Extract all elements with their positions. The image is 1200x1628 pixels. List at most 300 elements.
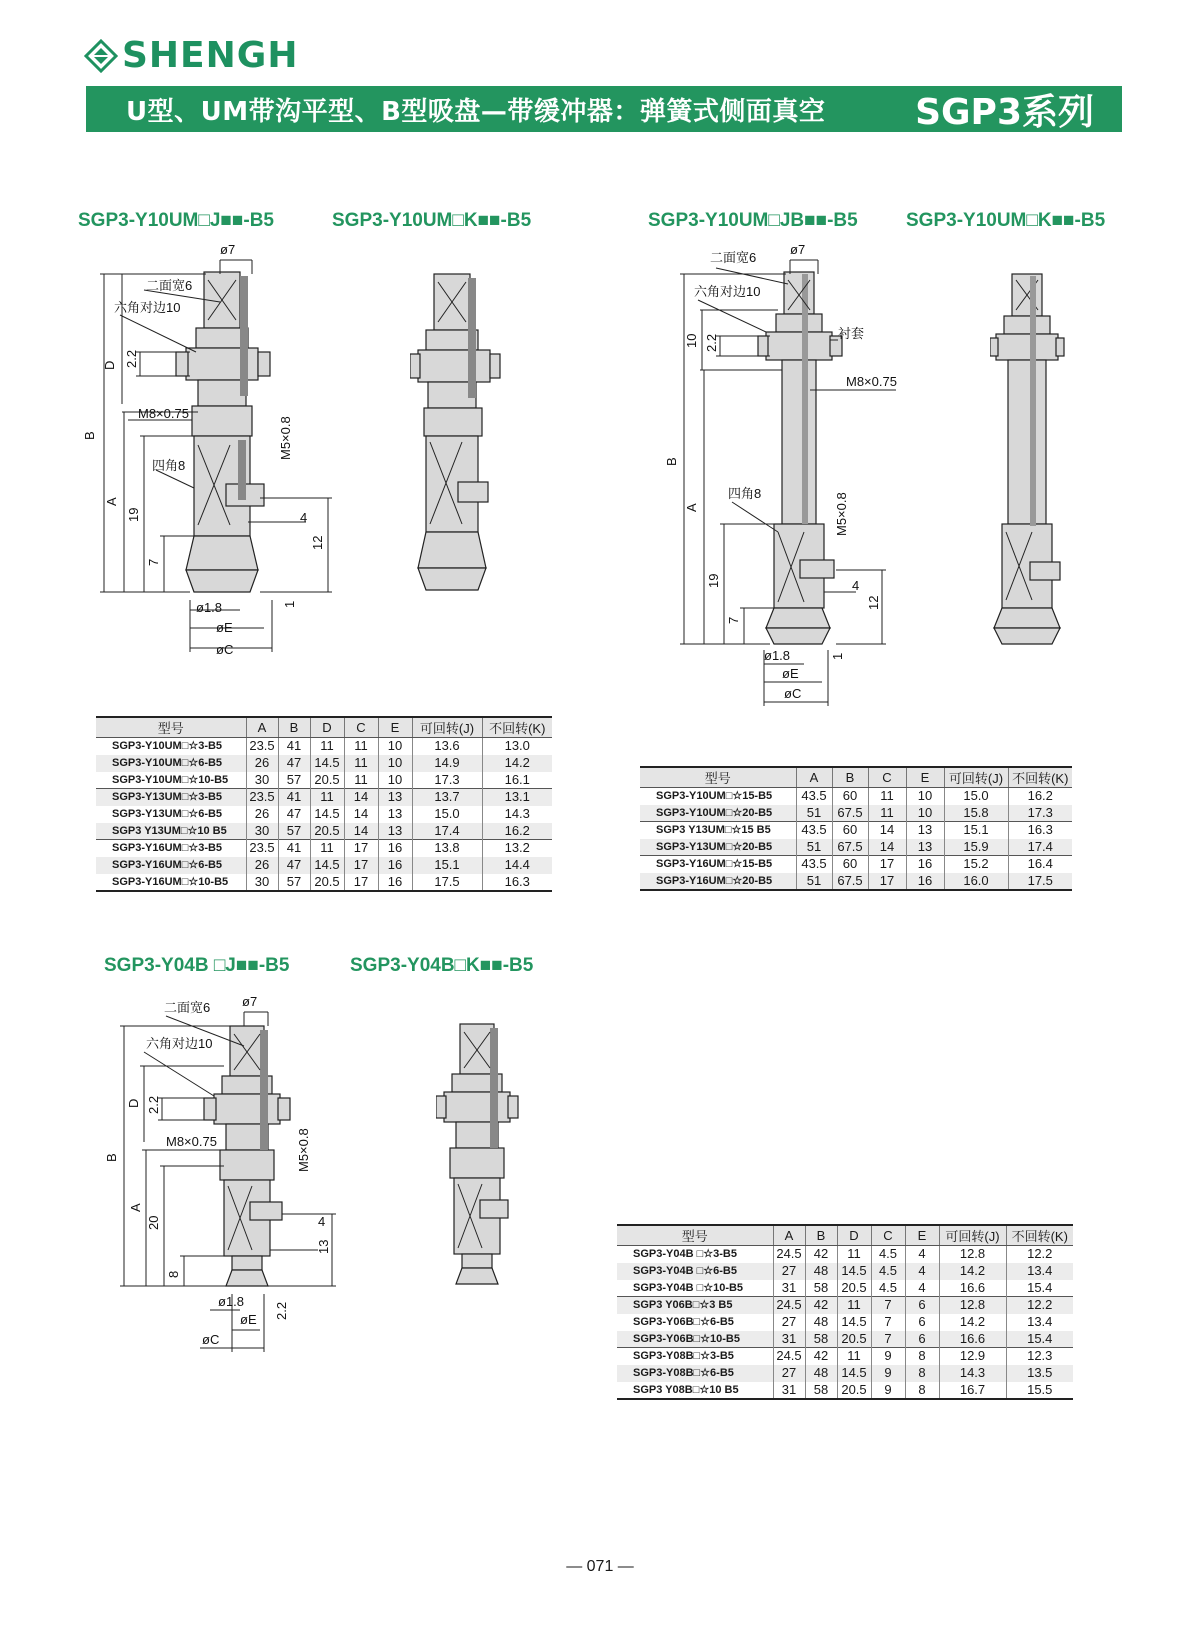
col-a: A (246, 717, 278, 738)
dim-dia-e: øE (240, 1312, 257, 1327)
table-cell: 17 (344, 840, 378, 857)
table-cell: 12.8 (939, 1246, 1006, 1263)
dim-2-2: 2.2 (146, 1095, 161, 1114)
table-cell: 11 (310, 789, 344, 806)
table-cell: 17.5 (412, 874, 482, 891)
dim-7: 7 (146, 558, 161, 566)
spec-table-y04b (617, 1224, 1073, 1400)
table-cell: 42 (805, 1246, 837, 1263)
table-cell: 23.5 (246, 738, 278, 755)
table-cell: 14.2 (482, 755, 552, 772)
table-cell: 16 (378, 840, 412, 857)
table-row (96, 772, 552, 789)
table-cell: 15.1 (944, 822, 1008, 839)
table-cell: 42 (805, 1348, 837, 1365)
col-c: C (871, 1225, 905, 1246)
table-row (96, 840, 552, 857)
cell-model: SGP3-Y06B□☆6-B5 (633, 1316, 734, 1328)
table-cell: 47 (278, 857, 310, 874)
table-cell: 16.6 (939, 1280, 1006, 1297)
series-name: SGP3系列 (915, 91, 1094, 133)
label-flats: 二面宽6 (710, 250, 757, 265)
table-cell: 13.4 (1006, 1314, 1073, 1331)
table-cell: 31 (773, 1280, 805, 1297)
table-row (96, 874, 552, 891)
table-cell: 43.5 (796, 856, 832, 873)
dim-dia7: ø7 (790, 242, 806, 257)
table-cell: 6 (905, 1331, 939, 1348)
table-cell: 14.5 (837, 1314, 871, 1331)
col-b: B (832, 767, 868, 788)
dim-dia7: ø7 (220, 242, 236, 257)
table-cell: 14.2 (939, 1263, 1006, 1280)
table-cell: 13 (378, 823, 412, 840)
table-cell: 16 (378, 857, 412, 874)
label-flats: 二面宽6 (146, 278, 193, 293)
table-cell: 13 (906, 839, 944, 856)
table-cell: 4 (905, 1263, 939, 1280)
table-cell: 12.2 (1006, 1297, 1073, 1314)
cell-model: SGP3 Y13UM□☆10 B5 (96, 823, 246, 840)
table-cell: 47 (278, 755, 310, 772)
table-cell: 4.5 (871, 1280, 905, 1297)
table-cell: 23.5 (246, 840, 278, 857)
table-cell: 13.6 (412, 738, 482, 755)
table-cell: 13.2 (482, 840, 552, 857)
table-cell: 15.2 (944, 856, 1008, 873)
banner-title: U型、UM带沟平型、B型吸盘—带缓冲器：弹簧式侧面真空 (126, 96, 826, 127)
table-cell: 48 (805, 1263, 837, 1280)
table-cell: 12.9 (939, 1348, 1006, 1365)
label-square: 四角8 (152, 458, 186, 473)
table-cell: 60 (832, 856, 868, 873)
table-cell: 16.3 (482, 874, 552, 891)
table1-body (96, 738, 552, 891)
table-row (617, 1382, 1073, 1399)
dim-12: 12 (310, 535, 325, 550)
table-row (617, 1263, 1073, 1280)
label-bushing: 衬套 (838, 326, 865, 341)
table-cell: 13.4 (1006, 1263, 1073, 1280)
col-e: E (378, 717, 412, 738)
spec-table-y10um-short (96, 716, 552, 892)
cell-model: SGP3-Y13UM□☆20-B5 (640, 839, 796, 856)
dim-dia-c: øC (216, 642, 234, 657)
table-cell: 17 (868, 856, 906, 873)
table-row (617, 1314, 1073, 1331)
col-b: B (278, 717, 310, 738)
table-cell: 11 (310, 840, 344, 857)
table-cell: 10 (906, 805, 944, 822)
table-cell: 24.5 (773, 1246, 805, 1263)
table-row (640, 856, 1072, 873)
col-model: 型号 (640, 767, 796, 788)
dim-d: D (126, 1098, 141, 1108)
table-cell: 4.5 (871, 1246, 905, 1263)
cell-model: SGP3-Y10UM□☆20-B5 (640, 805, 796, 822)
cell-model: SGP3-Y16UM□☆3-B5 (96, 840, 246, 857)
section2-title-k: SGP3-Y10UM□K■■-B5 (906, 210, 1106, 231)
table-cell: 14.5 (310, 755, 344, 772)
table-cell: 27 (773, 1263, 805, 1280)
table-cell: 17.4 (1008, 839, 1072, 856)
title-banner (86, 86, 1122, 132)
col-b: B (805, 1225, 837, 1246)
table-cell: 17 (868, 873, 906, 890)
cell-model: SGP3-Y04B □☆3-B5 (633, 1248, 737, 1261)
table-cell: 13 (378, 789, 412, 806)
table-cell: 23.5 (246, 789, 278, 806)
table-cell: 15.0 (944, 788, 1008, 805)
table-cell: 14 (868, 839, 906, 856)
table-cell: 14.2 (939, 1314, 1006, 1331)
table-row (96, 789, 552, 806)
table-cell: 43.5 (796, 788, 832, 805)
table-cell: 13 (378, 806, 412, 823)
table-header-row (96, 717, 552, 738)
table-row (96, 857, 552, 874)
table-row (617, 1348, 1073, 1365)
cell-model: SGP3-Y16UM□☆15-B5 (640, 856, 796, 873)
table-cell: 30 (246, 823, 278, 840)
label-hex: 六角对边10 (114, 300, 181, 315)
table-cell: 26 (246, 755, 278, 772)
drawing-y10um-k (410, 270, 520, 610)
table-cell: 57 (278, 874, 310, 891)
cell-model: SGP3-Y08B□☆3-B5 (617, 1348, 773, 1365)
table-row (640, 822, 1072, 839)
col-e: E (905, 1225, 939, 1246)
table-cell: 51 (796, 873, 832, 890)
dim-dia-e: øE (216, 620, 233, 635)
table-cell: 7 (871, 1314, 905, 1331)
table-cell: 11 (868, 805, 906, 822)
dim-dia-e: øE (782, 666, 799, 681)
table-cell: 15.0 (412, 806, 482, 823)
table-header-row (617, 1225, 1073, 1246)
col-a: A (796, 767, 832, 788)
label-hex: 六角对边10 (146, 1036, 213, 1051)
section2-title-j: SGP3-Y10UM□JB■■-B5 (648, 210, 858, 231)
col-model: 型号 (617, 1225, 773, 1246)
dim-b: B (664, 457, 679, 466)
table-row (617, 1365, 1073, 1382)
table-cell: 67.5 (832, 839, 868, 856)
table-cell: 41 (278, 738, 310, 755)
table-cell: 11 (310, 738, 344, 755)
table-cell: 60 (832, 822, 868, 839)
table-cell: 30 (246, 874, 278, 891)
table3-body (617, 1246, 1073, 1399)
table-cell: 20.5 (837, 1382, 871, 1399)
dim-4: 4 (318, 1214, 326, 1229)
table-cell: 10 (378, 755, 412, 772)
table-cell: 17.3 (1008, 805, 1072, 822)
section3-title-j: SGP3-Y04B □J■■-B5 (104, 955, 290, 976)
label-m8: M8×0.75 (166, 1134, 217, 1149)
col-a: A (773, 1225, 805, 1246)
table-cell: 9 (871, 1348, 905, 1365)
table-cell: 17 (344, 874, 378, 891)
cell-model: SGP3-Y10UM□☆3-B5 (112, 740, 223, 753)
table-row (640, 839, 1072, 856)
table-cell: 8 (905, 1348, 939, 1365)
table-cell: 51 (796, 839, 832, 856)
table-cell: 17.5 (1008, 873, 1072, 890)
table-cell: 17.3 (412, 772, 482, 789)
spec-table-y10um-long (640, 766, 1072, 891)
table-row (96, 738, 552, 755)
table-cell: 14.5 (310, 857, 344, 874)
table-cell: 16 (378, 874, 412, 891)
table-cell: 9 (871, 1382, 905, 1399)
table-cell: 16.2 (482, 823, 552, 840)
table-cell: 16.0 (944, 873, 1008, 890)
table-cell: 14.5 (310, 806, 344, 823)
table-cell: 48 (805, 1365, 837, 1382)
dim-2-2-lower: 2.2 (274, 1301, 289, 1320)
dim-dia7: ø7 (242, 994, 258, 1009)
label-flats: 二面宽6 (164, 1000, 211, 1015)
dim-dia1-8: ø1.8 (196, 600, 223, 615)
dim-dia-c: øC (202, 1332, 220, 1347)
table-cell: 10 (906, 788, 944, 805)
table-cell: 57 (278, 823, 310, 840)
table-cell: 27 (773, 1314, 805, 1331)
cell-model: SGP3-Y10UM□☆6-B5 (96, 755, 246, 772)
table-cell: 11 (837, 1348, 871, 1365)
table-cell: 11 (868, 788, 906, 805)
table-cell: 47 (278, 806, 310, 823)
table-cell: 12.3 (1006, 1348, 1073, 1365)
dim-13: 13 (316, 1239, 331, 1254)
page-number: — 071 — (566, 1558, 634, 1575)
drawing-y10um-j (80, 240, 350, 670)
table-cell: 7 (871, 1331, 905, 1348)
table-cell: 24.5 (773, 1348, 805, 1365)
dim-dia-c: øC (784, 686, 802, 701)
cell-model: SGP3-Y13UM□☆6-B5 (112, 808, 223, 820)
table-cell: 15.5 (1006, 1382, 1073, 1399)
table-cell: 58 (805, 1382, 837, 1399)
dim-a: A (104, 497, 119, 506)
table-row (617, 1246, 1073, 1263)
cell-model: SGP3 Y08B□☆10 B5 (617, 1382, 773, 1399)
table-cell: 41 (278, 840, 310, 857)
cell-model: SGP3-Y10UM□☆10-B5 (112, 773, 229, 786)
table-cell: 14.4 (482, 857, 552, 874)
dim-4: 4 (852, 578, 860, 593)
dim-8: 8 (166, 1270, 181, 1278)
brand-logo (84, 36, 298, 76)
drawing-y10um-k-long (990, 270, 1080, 650)
table-cell: 57 (278, 772, 310, 789)
table-cell: 30 (246, 772, 278, 789)
table-cell: 17 (344, 857, 378, 874)
cell-model: SGP3-Y04B □☆10-B5 (633, 1281, 744, 1294)
dim-1: 1 (830, 652, 845, 660)
table-cell: 14 (868, 822, 906, 839)
col-e: E (906, 767, 944, 788)
table-cell: 14 (344, 823, 378, 840)
table-cell: 16.1 (482, 772, 552, 789)
table-cell: 60 (832, 788, 868, 805)
table-row (96, 823, 552, 840)
table-cell: 42 (805, 1297, 837, 1314)
table-cell: 26 (246, 857, 278, 874)
dim-b: B (82, 431, 97, 440)
cell-model: SGP3-Y04B □☆6-B5 (617, 1263, 773, 1280)
table-row (96, 806, 552, 823)
table-cell: 11 (837, 1297, 871, 1314)
table-cell: 14 (344, 789, 378, 806)
col-non-rotatable: 不回转(K) (1008, 767, 1072, 788)
table-cell: 15.1 (412, 857, 482, 874)
table-cell: 9 (871, 1365, 905, 1382)
table-cell: 13.1 (482, 789, 552, 806)
dim-20: 20 (146, 1215, 161, 1230)
table-cell: 13 (906, 822, 944, 839)
table-cell: 14 (344, 806, 378, 823)
table-cell: 16.3 (1008, 822, 1072, 839)
section1-title-k: SGP3-Y10UM□K■■-B5 (332, 210, 532, 231)
cell-model: SGP3-Y16UM□☆6-B5 (96, 857, 246, 874)
label-m8: M8×0.75 (138, 406, 189, 421)
dim-19: 19 (126, 507, 141, 522)
dim-a: A (128, 1203, 143, 1212)
table-cell: 12.2 (1006, 1246, 1073, 1263)
dim-a: A (684, 503, 699, 512)
table-row (640, 805, 1072, 822)
table-cell: 13.5 (1006, 1365, 1073, 1382)
table-cell: 10 (378, 772, 412, 789)
table-row (640, 788, 1072, 805)
table-row (617, 1280, 1073, 1297)
label-m5: M5×0.8 (296, 1128, 311, 1172)
drawing-y04b-j (100, 990, 360, 1360)
table-cell: 20.5 (310, 772, 344, 789)
table-cell: 31 (773, 1331, 805, 1348)
dim-12: 12 (866, 595, 881, 610)
table-cell: 51 (796, 805, 832, 822)
cell-model: SGP3-Y16UM□☆20-B5 (640, 873, 796, 890)
dim-d: D (102, 360, 117, 370)
col-rotatable: 可回转(J) (412, 717, 482, 738)
table-cell: 20.5 (837, 1331, 871, 1348)
table-cell: 20.5 (837, 1280, 871, 1297)
table-cell: 13.8 (412, 840, 482, 857)
dim-dia1-8: ø1.8 (764, 648, 791, 663)
table-cell: 14.3 (939, 1365, 1006, 1382)
col-rotatable: 可回转(J) (944, 767, 1008, 788)
table-cell: 15.4 (1006, 1331, 1073, 1348)
cell-model: SGP3 Y13UM□☆15 B5 (640, 822, 796, 839)
col-c: C (344, 717, 378, 738)
col-non-rotatable: 不回转(K) (1006, 1225, 1073, 1246)
table-cell: 11 (837, 1246, 871, 1263)
table-cell: 26 (246, 806, 278, 823)
drawing-y04b-k (436, 1020, 526, 1300)
table-cell: 14.9 (412, 755, 482, 772)
table-cell: 67.5 (832, 873, 868, 890)
label-square: 四角8 (728, 486, 762, 501)
table-cell: 13.0 (482, 738, 552, 755)
table-cell: 11 (344, 772, 378, 789)
dim-4: 4 (300, 510, 308, 525)
table-cell: 14.3 (482, 806, 552, 823)
table-cell: 43.5 (796, 822, 832, 839)
table-cell: 16.4 (1008, 856, 1072, 873)
table-cell: 12.8 (939, 1297, 1006, 1314)
table-cell: 14.5 (837, 1263, 871, 1280)
table-header-row (640, 767, 1072, 788)
table-cell: 4.5 (871, 1263, 905, 1280)
col-non-rotatable: 不回转(K) (482, 717, 552, 738)
dim-dia1-8: ø1.8 (218, 1294, 245, 1309)
table-cell: 8 (905, 1365, 939, 1382)
dim-10: 10 (684, 333, 699, 348)
table-cell: 58 (805, 1280, 837, 1297)
col-c: C (868, 767, 906, 788)
label-m5: M5×0.8 (278, 416, 293, 460)
table-row (640, 873, 1072, 890)
dim-1: 1 (282, 600, 297, 608)
cell-model: SGP3 Y06B□☆3 B5 (617, 1297, 773, 1314)
table-cell: 4 (905, 1246, 939, 1263)
section3-title-k: SGP3-Y04B□K■■-B5 (350, 955, 534, 976)
table-cell: 11 (344, 738, 378, 755)
brand-name: SHENGH (122, 35, 299, 76)
table-cell: 41 (278, 789, 310, 806)
table-cell: 6 (905, 1314, 939, 1331)
table-cell: 10 (378, 738, 412, 755)
col-d: D (837, 1225, 871, 1246)
col-rotatable: 可回转(J) (939, 1225, 1006, 1246)
table-cell: 16 (906, 856, 944, 873)
table-cell: 13.7 (412, 789, 482, 806)
table-cell: 67.5 (832, 805, 868, 822)
table-cell: 20.5 (310, 823, 344, 840)
table-cell: 17.4 (412, 823, 482, 840)
table-cell: 15.4 (1006, 1280, 1073, 1297)
table-cell: 31 (773, 1382, 805, 1399)
label-hex: 六角对边10 (694, 284, 761, 299)
label-m5: M5×0.8 (834, 492, 849, 536)
table-cell: 7 (871, 1297, 905, 1314)
table2-body (640, 788, 1072, 890)
table-cell: 20.5 (310, 874, 344, 891)
table-cell: 14.5 (837, 1365, 871, 1382)
table-row (617, 1297, 1073, 1314)
col-model: 型号 (96, 717, 246, 738)
table-cell: 48 (805, 1314, 837, 1331)
cell-model: SGP3-Y06B□☆10-B5 (617, 1331, 773, 1348)
table-cell: 15.8 (944, 805, 1008, 822)
dim-19: 19 (706, 573, 721, 588)
cell-model: SGP3-Y10UM□☆15-B5 (656, 790, 773, 803)
table-row (617, 1331, 1073, 1348)
cell-model: SGP3-Y13UM□☆3-B5 (96, 789, 246, 806)
table-cell: 27 (773, 1365, 805, 1382)
cell-model: SGP3-Y08B□☆6-B5 (617, 1365, 773, 1382)
table-cell: 6 (905, 1297, 939, 1314)
table-cell: 16 (906, 873, 944, 890)
table-cell: 4 (905, 1280, 939, 1297)
table-cell: 58 (805, 1331, 837, 1348)
table-cell: 16.7 (939, 1382, 1006, 1399)
table-cell: 8 (905, 1382, 939, 1399)
dim-2-2: 2.2 (704, 333, 719, 352)
